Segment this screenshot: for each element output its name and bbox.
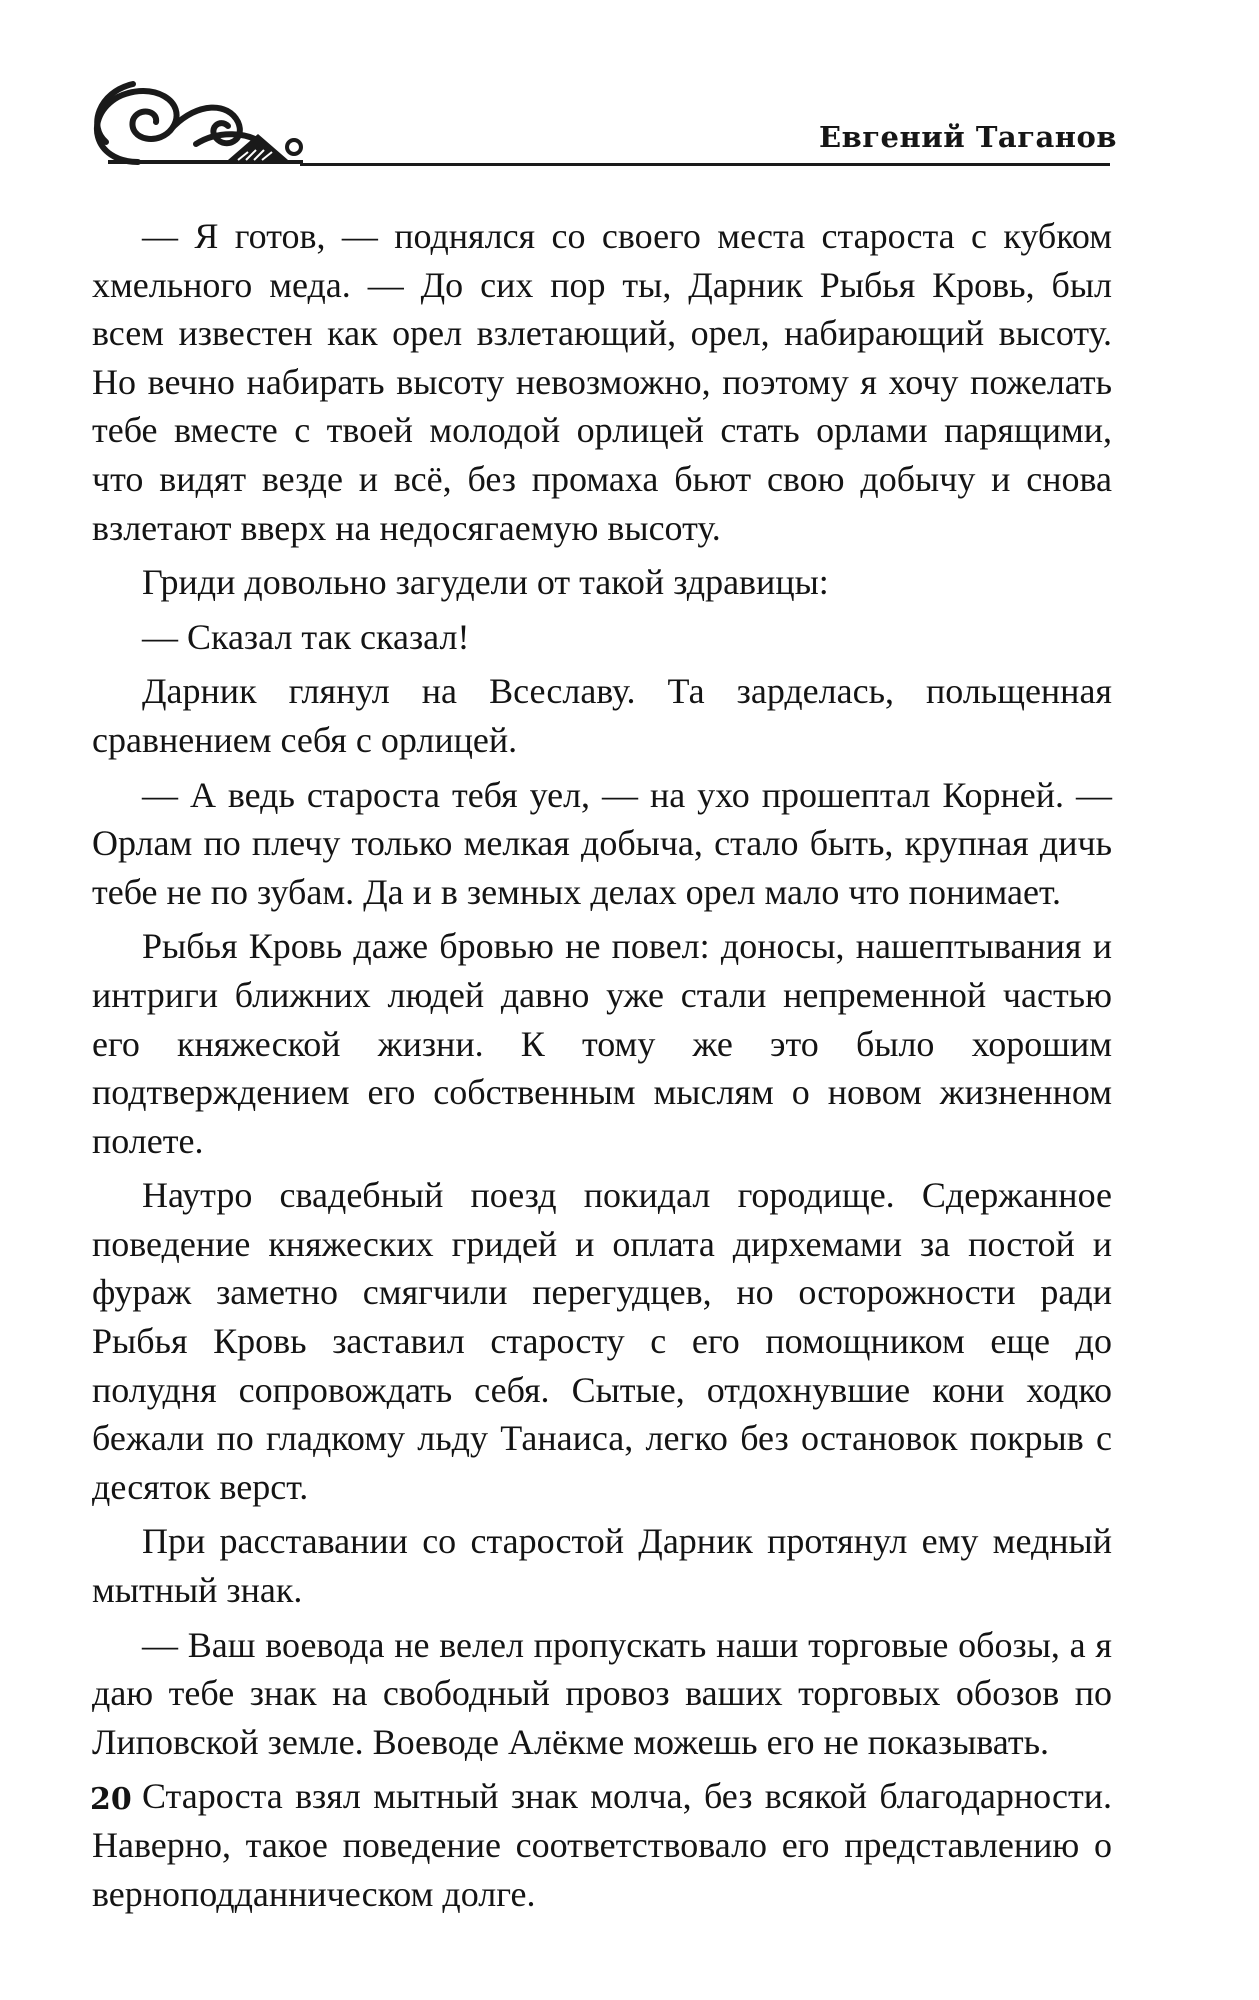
- paragraph: — Я готов, — поднялся со своего места староста с кубком хмельного меда. — До сих пор ты, Дарник Рыбья Кровь, был всем известен как орел взлетающий, орел, набирающий высоту. Но вечно набирать высоту невозможно, поэтому я хочу пожелать тебе вместе с твоей молодой орлицей стать орлами парящими, что видят везде и всё, без промаха бьют свою добычу и снова взлетают вверх на недосягаемую высоту.: [92, 216, 1112, 548]
- paragraph: Гриди довольно загудели от такой здравицы:: [142, 562, 829, 603]
- paragraph: — Сказал так сказал!: [142, 616, 470, 657]
- paragraph: Рыбья Кровь даже бровью не повел: доносы, нашептывания и интриги ближних людей давно уже стали непременной частью его княжеской жизни. К тому же это было хорошим подтверждением его собственным мыслям о новом жизненном полете.: [92, 926, 1112, 1161]
- running-head-author: Евгений Таганов: [819, 120, 1117, 154]
- header-rule: [300, 163, 1110, 166]
- paragraph: Дарник глянул на Всеславу. Та зарделась, польщенная сравнением себя с орлицей.: [92, 671, 1112, 760]
- paragraph: При расставании со старостой Дарник протянул ему медный мытный знак.: [92, 1521, 1112, 1611]
- page-number: 20: [90, 1782, 132, 1817]
- paragraph: Староста взял мытный знак молча, без всякой благодарности. Наверно, такое поведение соответствовало его представлению о верноподданническом долге.: [92, 1776, 1112, 1914]
- paragraph: — А ведь староста тебя уел, — на ухо прошептал Корней. — Орлам по плечу только мелкая добыча, стало быть, крупная дичь тебе не по зубам. Да и в земных делах орел мало что понимает.: [92, 774, 1112, 912]
- paragraph: Наутро свадебный поезд покидал городище. Сдержанное поведение княжеских гридей и оплата дирхемами за постой и фураж заметно смягчили перегудцев, но осторожности ради Рыбья Кровь заставил старосту с его помощником еще до полудня сопровождать себя. Сытые, отдохнувшие кони ходко бежали по гладкому льду Танаиса, легко без остановок покрыв с десяток верст.: [92, 1175, 1112, 1507]
- paragraph: — Ваш воевода не велел пропускать наши торговые обозы, а я даю тебе знак на свободный провоз ваших торговых обозов по Липовской земле. Воеводе Алёкме можешь его не показывать.: [92, 1624, 1112, 1762]
- body-text: [92, 212, 1112, 1924]
- ornament-icon: [78, 72, 308, 177]
